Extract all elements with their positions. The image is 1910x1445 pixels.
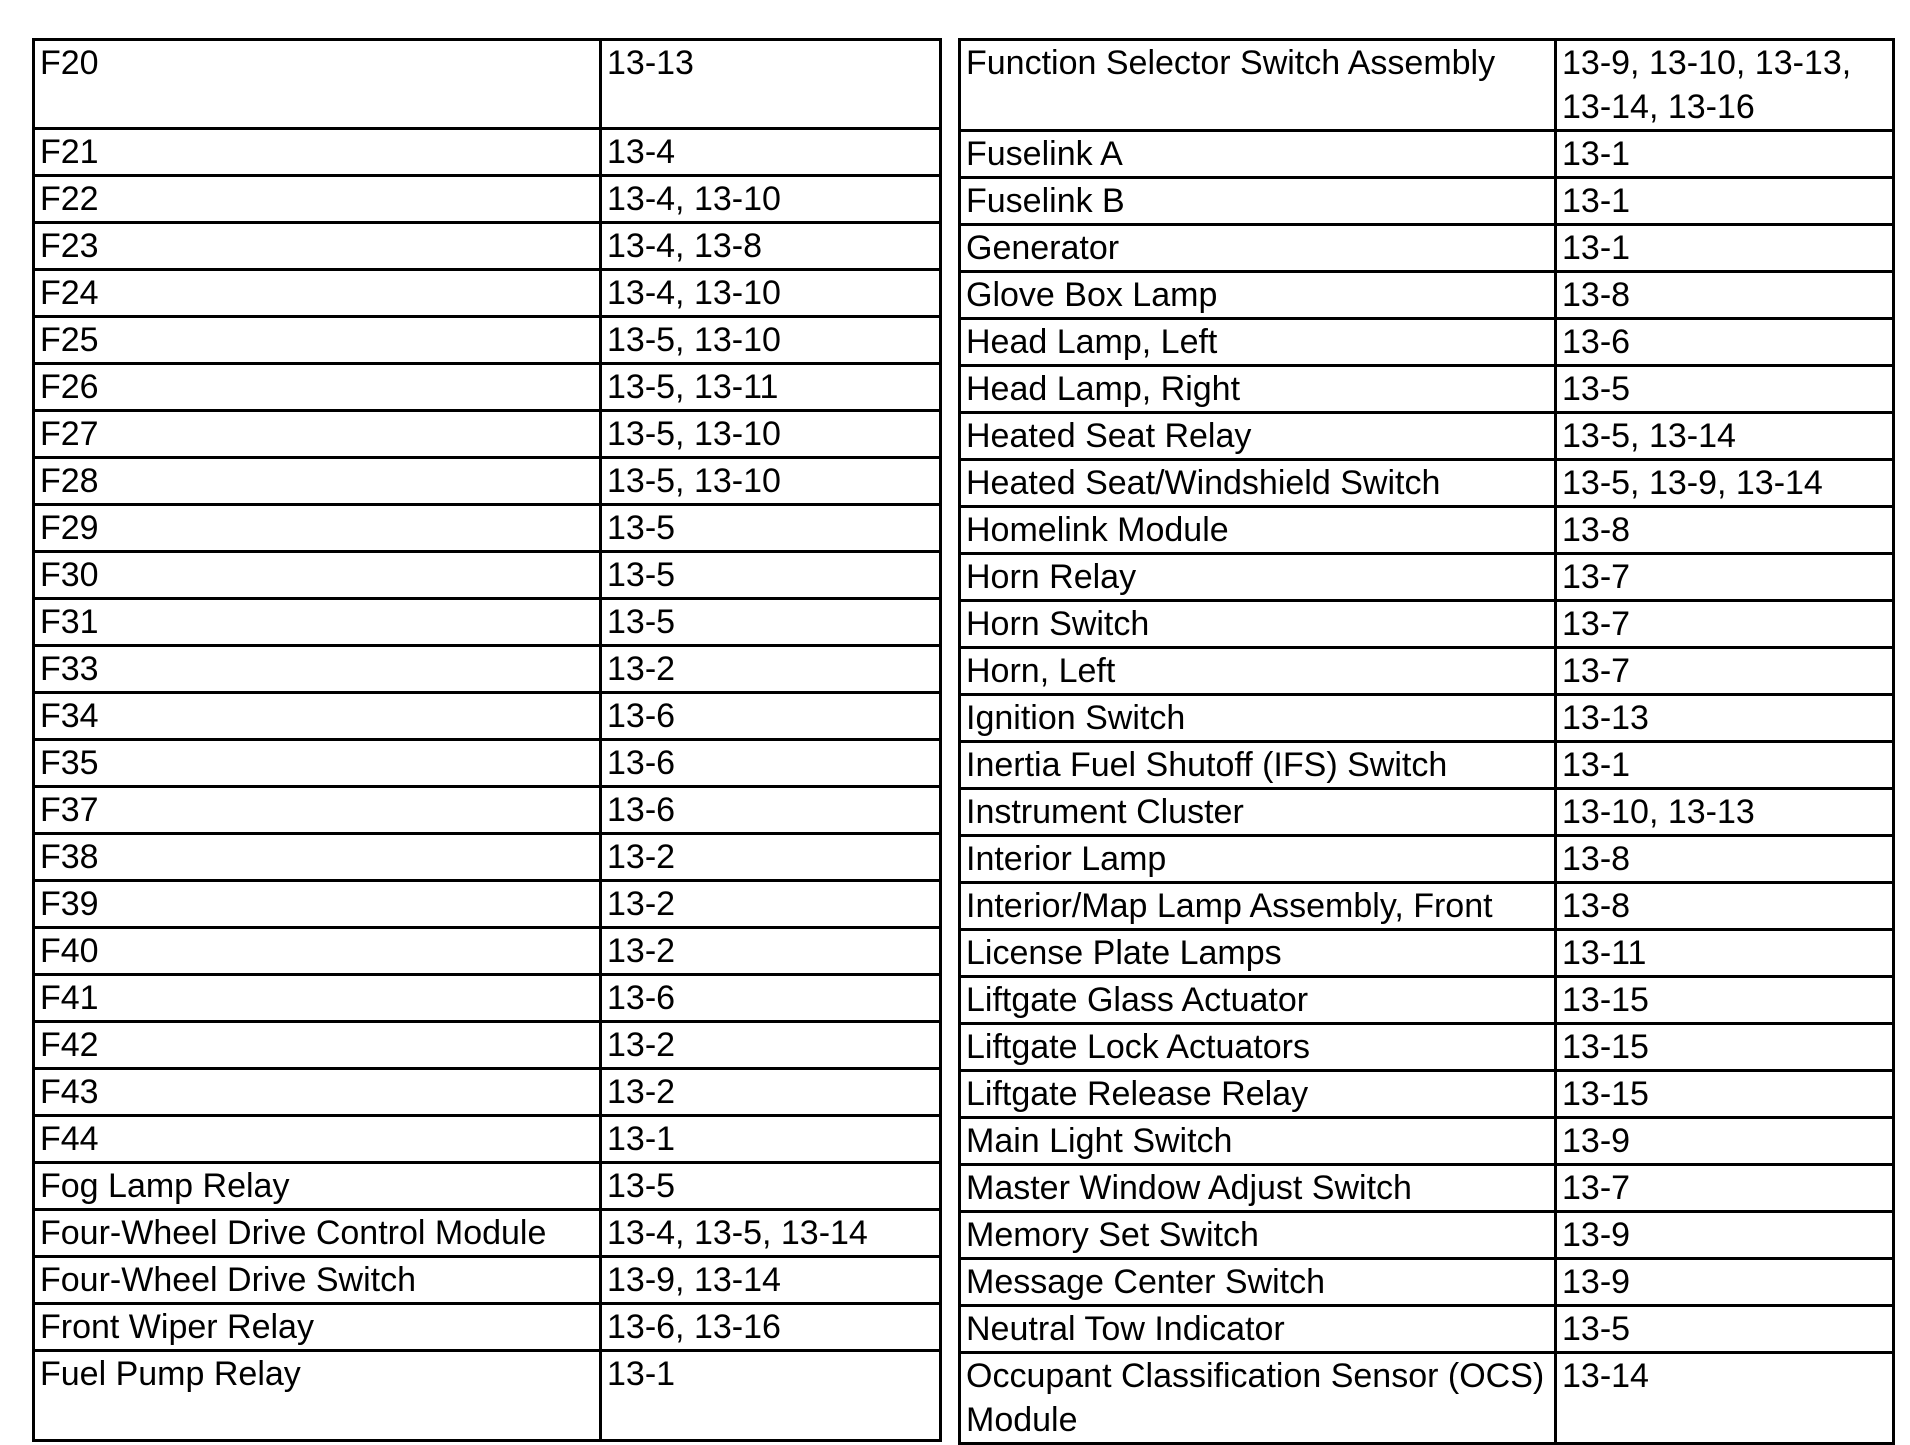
table-row: [34, 1022, 941, 1069]
page-reference-cell: 13-7: [1556, 601, 1894, 648]
page-reference-cell: 13-6: [601, 740, 941, 787]
table-row: [34, 646, 941, 693]
table-row: [960, 1259, 1894, 1306]
left-index-body: [34, 40, 941, 1441]
page-reference-cell: 13-5, 13-10: [601, 411, 941, 458]
table-row: [34, 834, 941, 881]
page-reference-cell: 13-9, 13-10, 13-13, 13-14, 13-16: [1556, 40, 1894, 131]
component-name-cell: Instrument Cluster: [960, 789, 1556, 836]
component-name-cell: Head Lamp, Right: [960, 366, 1556, 413]
page-reference-cell: 13-6: [601, 975, 941, 1022]
page-reference-cell: 13-15: [1556, 977, 1894, 1024]
page-reference-cell: 13-2: [601, 834, 941, 881]
table-row: [960, 695, 1894, 742]
page-reference-cell: 13-2: [601, 1069, 941, 1116]
table-row: [960, 1071, 1894, 1118]
table-row: [960, 742, 1894, 789]
table-row: [34, 1069, 941, 1116]
component-name-cell: F33: [34, 646, 601, 693]
table-row: [960, 1165, 1894, 1212]
page-reference-cell: 13-8: [1556, 883, 1894, 930]
page-reference-cell: 13-11: [1556, 930, 1894, 977]
page-reference-cell: 13-4, 13-5, 13-14: [601, 1210, 941, 1257]
page-reference-cell: 13-10, 13-13: [1556, 789, 1894, 836]
page-reference-cell: 13-2: [601, 928, 941, 975]
component-name-cell: Message Center Switch: [960, 1259, 1556, 1306]
page-reference-cell: 13-9: [1556, 1212, 1894, 1259]
table-row: [34, 40, 941, 129]
component-name-cell: F30: [34, 552, 601, 599]
component-name-cell: Liftgate Glass Actuator: [960, 977, 1556, 1024]
right-index-body: [960, 40, 1894, 1444]
page-reference-cell: 13-5: [1556, 366, 1894, 413]
page-reference-cell: 13-14: [1556, 1353, 1894, 1444]
page-reference-cell: 13-7: [1556, 1165, 1894, 1212]
table-row: [960, 930, 1894, 977]
index-table-wrapper: [32, 38, 1895, 1439]
component-name-cell: Four-Wheel Drive Switch: [34, 1257, 601, 1304]
component-name-cell: Memory Set Switch: [960, 1212, 1556, 1259]
component-name-cell: F25: [34, 317, 601, 364]
component-name-cell: F43: [34, 1069, 601, 1116]
page-reference-cell: 13-5, 13-14: [1556, 413, 1894, 460]
table-row: [960, 648, 1894, 695]
table-row: [960, 40, 1894, 131]
table-row: [34, 1163, 941, 1210]
table-row: [960, 601, 1894, 648]
table-row: [960, 1353, 1894, 1444]
component-name-cell: Glove Box Lamp: [960, 272, 1556, 319]
component-name-cell: Fog Lamp Relay: [34, 1163, 601, 1210]
component-name-cell: Occupant Classification Sensor (OCS) Module: [960, 1353, 1556, 1444]
component-name-cell: F22: [34, 176, 601, 223]
table-row: [960, 1212, 1894, 1259]
page-reference-cell: 13-1: [1556, 178, 1894, 225]
table-row: [34, 505, 941, 552]
table-row: [960, 836, 1894, 883]
page-reference-cell: 13-15: [1556, 1024, 1894, 1071]
component-name-cell: Interior Lamp: [960, 836, 1556, 883]
table-row: [34, 1116, 941, 1163]
component-name-cell: License Plate Lamps: [960, 930, 1556, 977]
component-name-cell: Ignition Switch: [960, 695, 1556, 742]
component-name-cell: Front Wiper Relay: [34, 1304, 601, 1351]
page-reference-cell: 13-5: [601, 1163, 941, 1210]
table-row: [960, 413, 1894, 460]
page-reference-cell: 13-5, 13-9, 13-14: [1556, 460, 1894, 507]
component-name-cell: Interior/Map Lamp Assembly, Front: [960, 883, 1556, 930]
component-name-cell: F29: [34, 505, 601, 552]
component-name-cell: F23: [34, 223, 601, 270]
table-row: [960, 460, 1894, 507]
component-name-cell: F27: [34, 411, 601, 458]
table-row: [960, 366, 1894, 413]
table-row: [960, 131, 1894, 178]
component-name-cell: F35: [34, 740, 601, 787]
table-row: [960, 883, 1894, 930]
component-name-cell: Neutral Tow Indicator: [960, 1306, 1556, 1353]
table-row: [960, 272, 1894, 319]
table-row: [34, 787, 941, 834]
table-row: [34, 975, 941, 1022]
component-name-cell: Fuel Pump Relay: [34, 1351, 601, 1440]
table-row: [34, 928, 941, 975]
page-reference-cell: 13-4, 13-8: [601, 223, 941, 270]
table-row: [960, 554, 1894, 601]
component-name-cell: Horn, Left: [960, 648, 1556, 695]
page-reference-cell: 13-4, 13-10: [601, 270, 941, 317]
page-reference-cell: 13-9: [1556, 1259, 1894, 1306]
component-name-cell: Four-Wheel Drive Control Module: [34, 1210, 601, 1257]
component-name-cell: Horn Switch: [960, 601, 1556, 648]
page-reference-cell: 13-1: [1556, 742, 1894, 789]
component-name-cell: Liftgate Lock Actuators: [960, 1024, 1556, 1071]
table-row: [960, 1024, 1894, 1071]
table-row: [34, 129, 941, 176]
column-gap: [942, 38, 958, 1375]
page-reference-cell: 13-6: [601, 787, 941, 834]
table-row: [960, 1118, 1894, 1165]
page-reference-cell: 13-6: [1556, 319, 1894, 366]
page-reference-cell: 13-8: [1556, 836, 1894, 883]
table-row: [34, 599, 941, 646]
component-name-cell: Main Light Switch: [960, 1118, 1556, 1165]
component-name-cell: Horn Relay: [960, 554, 1556, 601]
component-name-cell: F31: [34, 599, 601, 646]
page-reference-cell: 13-8: [1556, 507, 1894, 554]
table-row: [34, 740, 941, 787]
table-row: [34, 176, 941, 223]
component-name-cell: F28: [34, 458, 601, 505]
component-name-cell: F21: [34, 129, 601, 176]
page-reference-cell: 13-5, 13-10: [601, 458, 941, 505]
page-reference-cell: 13-2: [601, 881, 941, 928]
page-reference-cell: 13-5: [601, 599, 941, 646]
page-reference-cell: 13-4: [601, 129, 941, 176]
page-reference-cell: 13-9: [1556, 1118, 1894, 1165]
page-reference-cell: 13-5, 13-11: [601, 364, 941, 411]
component-name-cell: Master Window Adjust Switch: [960, 1165, 1556, 1212]
component-name-cell: F42: [34, 1022, 601, 1069]
page-reference-cell: 13-5: [1556, 1306, 1894, 1353]
table-row: [960, 1306, 1894, 1353]
table-row: [34, 223, 941, 270]
component-name-cell: F20: [34, 40, 601, 129]
page-reference-cell: 13-13: [1556, 695, 1894, 742]
page-reference-cell: 13-8: [1556, 272, 1894, 319]
component-name-cell: F41: [34, 975, 601, 1022]
page-reference-cell: 13-6, 13-16: [601, 1304, 941, 1351]
component-name-cell: F44: [34, 1116, 601, 1163]
table-row: [34, 552, 941, 599]
page-reference-cell: 13-7: [1556, 554, 1894, 601]
table-row: [34, 411, 941, 458]
right-index-table: [958, 38, 1895, 1445]
table-row: [34, 881, 941, 928]
page-reference-cell: 13-5: [601, 552, 941, 599]
page-reference-cell: 13-2: [601, 646, 941, 693]
table-row: [34, 1351, 941, 1440]
component-name-cell: F37: [34, 787, 601, 834]
table-row: [34, 364, 941, 411]
component-name-cell: F40: [34, 928, 601, 975]
table-row: [960, 789, 1894, 836]
component-name-cell: Fuselink B: [960, 178, 1556, 225]
component-name-cell: Heated Seat Relay: [960, 413, 1556, 460]
page-reference-cell: 13-9, 13-14: [601, 1257, 941, 1304]
component-name-cell: Generator: [960, 225, 1556, 272]
component-name-cell: Liftgate Release Relay: [960, 1071, 1556, 1118]
page-reference-cell: 13-13: [601, 40, 941, 129]
page-reference-cell: 13-1: [601, 1116, 941, 1163]
page-reference-cell: 13-15: [1556, 1071, 1894, 1118]
table-row: [34, 458, 941, 505]
page-reference-cell: 13-7: [1556, 648, 1894, 695]
table-row: [960, 319, 1894, 366]
left-index-table: [32, 38, 942, 1442]
table-row: [34, 1210, 941, 1257]
table-row: [960, 507, 1894, 554]
component-name-cell: F26: [34, 364, 601, 411]
page-reference-cell: 13-1: [1556, 225, 1894, 272]
page-reference-cell: 13-5, 13-10: [601, 317, 941, 364]
component-name-cell: F34: [34, 693, 601, 740]
table-row: [960, 977, 1894, 1024]
page-reference-cell: 13-5: [601, 505, 941, 552]
table-row: [960, 178, 1894, 225]
component-name-cell: F39: [34, 881, 601, 928]
page-reference-cell: 13-2: [601, 1022, 941, 1069]
component-name-cell: F38: [34, 834, 601, 881]
component-name-cell: Head Lamp, Left: [960, 319, 1556, 366]
table-row: [34, 1304, 941, 1351]
component-name-cell: Heated Seat/Windshield Switch: [960, 460, 1556, 507]
component-name-cell: Homelink Module: [960, 507, 1556, 554]
table-row: [34, 693, 941, 740]
table-row: [34, 270, 941, 317]
table-row: [34, 1257, 941, 1304]
component-name-cell: Fuselink A: [960, 131, 1556, 178]
page-reference-cell: 13-1: [1556, 131, 1894, 178]
component-name-cell: Function Selector Switch Assembly: [960, 40, 1556, 131]
page-reference-cell: 13-1: [601, 1351, 941, 1440]
table-row: [34, 317, 941, 364]
component-name-cell: Inertia Fuel Shutoff (IFS) Switch: [960, 742, 1556, 789]
page-reference-cell: 13-4, 13-10: [601, 176, 941, 223]
component-name-cell: F24: [34, 270, 601, 317]
table-row: [960, 225, 1894, 272]
page-reference-cell: 13-6: [601, 693, 941, 740]
